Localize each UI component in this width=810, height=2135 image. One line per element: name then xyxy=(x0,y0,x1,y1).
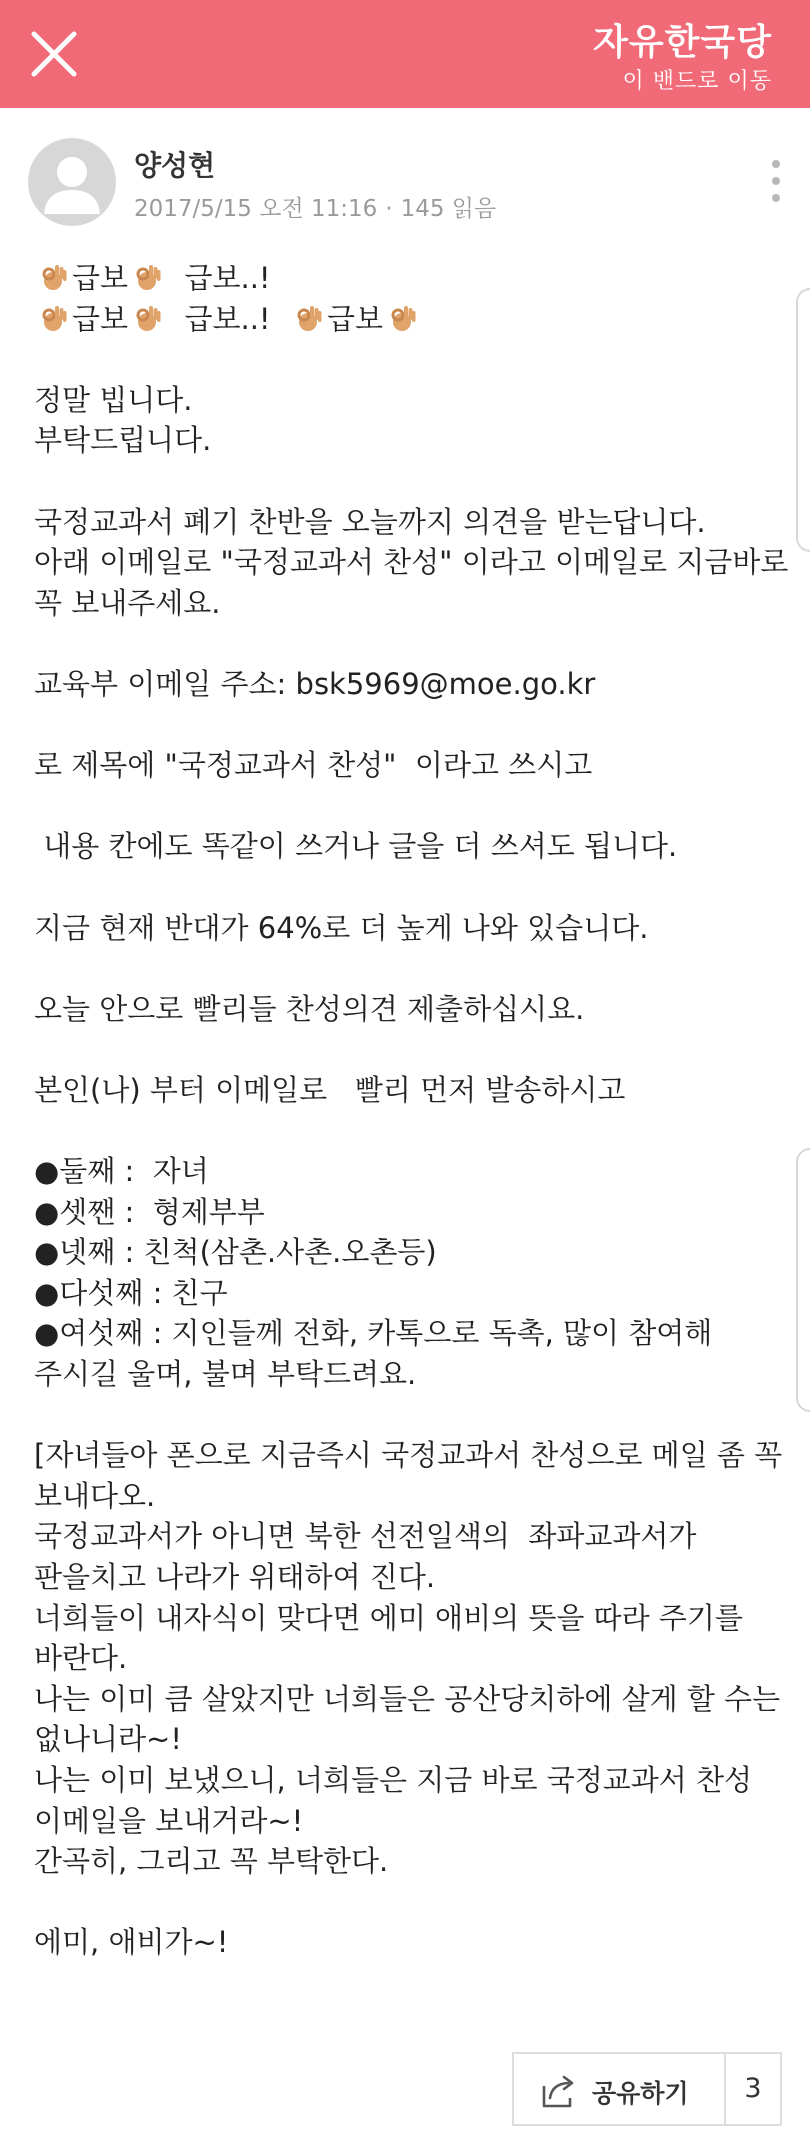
ok-hand-emoji-icon xyxy=(387,303,417,333)
post-line: 내용 칸에도 똑같이 쓰거나 글을 더 쓰셔도 됩니다. xyxy=(34,829,678,864)
post-body xyxy=(34,258,794,1963)
post-line xyxy=(34,705,794,746)
close-button[interactable] xyxy=(20,20,88,88)
post-line xyxy=(34,1395,794,1436)
post-line: [자녀들아 폰으로 지금즉시 국정교과서 찬성으로 메일 좀 꼭 xyxy=(34,1438,783,1473)
post-line: 국정교과서가 아니면 북한 선전일색의 좌파교과서가 xyxy=(34,1519,697,1554)
post-text-segment: 급보 xyxy=(72,261,129,295)
share-button[interactable] xyxy=(512,2052,726,2126)
post-line: ●셋짼 : 형제부부 xyxy=(34,1194,265,1229)
post-line: 간곡히, 그리고 꼭 부탁한다. xyxy=(34,1844,389,1879)
post-line: 로 제목에 "국정교과서 찬성" 이라고 쓰시고 xyxy=(34,748,593,783)
post-text-segment: 급보 xyxy=(327,301,384,336)
post-line xyxy=(34,786,794,827)
post-line: ●여섯째 : 지인들께 전화, 카톡으로 독촉, 많이 참여해 xyxy=(34,1316,713,1351)
post-line: 나는 이미 큼 살았지만 너희들은 공산당치하에 살게 할 수는 xyxy=(34,1681,781,1716)
post-line: 정말 빕니다. xyxy=(34,382,193,417)
ok-hand-emoji-icon xyxy=(132,262,162,292)
post-line xyxy=(34,948,794,989)
post-line: 나는 이미 보냈으니, 너희들은 지금 바로 국정교과서 찬성 xyxy=(34,1762,753,1797)
post-line: 보내다오. xyxy=(34,1478,156,1513)
post-line: 꼭 보내주세요. xyxy=(34,585,221,620)
post-meta xyxy=(134,190,496,223)
post-line xyxy=(34,867,794,908)
post-line: 오늘 안으로 빨리들 찬성의견 제출하십시요. xyxy=(34,991,585,1026)
user-silhouette-icon xyxy=(28,138,116,226)
post-line: ●다섯째 : 친구 xyxy=(34,1275,228,1310)
ok-hand-emoji-icon xyxy=(38,262,68,292)
post-line: 부탁드립니다. xyxy=(34,423,212,458)
post-line: 너희들이 내자식이 맞다면 에미 애비의 뜻을 따라 주기를 xyxy=(34,1600,743,1635)
post-line: 지금 현재 반대가 64%로 더 높게 나와 있습니다. xyxy=(34,910,649,945)
more-options-button[interactable] xyxy=(766,160,786,210)
post-line: 바란다. xyxy=(34,1641,128,1676)
post-line xyxy=(34,1029,794,1070)
more-dot-icon xyxy=(772,160,780,168)
post-line xyxy=(34,1110,794,1151)
edge-scroll-handle[interactable] xyxy=(796,1148,810,1412)
post-line xyxy=(34,299,794,340)
post-text-segment: 급보..! xyxy=(166,301,289,336)
read-count: 145 읽음 xyxy=(400,196,497,222)
post-line: ●넷째 : 친척(삼촌.사촌.오촌등) xyxy=(34,1235,437,1270)
ok-hand-emoji-icon xyxy=(132,303,162,333)
more-dot-icon xyxy=(772,177,780,185)
share-count: 3 xyxy=(724,2052,782,2126)
top-bar xyxy=(0,0,810,108)
post-line xyxy=(34,461,794,502)
post-line xyxy=(34,623,794,664)
post-line: 에미, 애비가~! xyxy=(34,1925,229,1960)
post-author-row xyxy=(0,108,810,238)
post-text-segment: 급보 xyxy=(72,301,129,336)
post-text-segment: 급보..! xyxy=(166,261,271,295)
ok-hand-emoji-icon xyxy=(38,303,68,333)
post-line xyxy=(34,258,794,299)
post-line: 없나니라~! xyxy=(34,1722,182,1757)
post-line: 본인(나) 부터 이메일로 빨리 먼저 발송하시고 xyxy=(34,1072,626,1107)
avatar[interactable] xyxy=(28,138,116,226)
go-to-band-link[interactable]: 이 밴드로 이동 xyxy=(622,69,772,94)
post-line: 판을치고 나라가 위태하여 진다. xyxy=(34,1560,436,1594)
ok-hand-emoji-icon xyxy=(293,303,323,333)
post-line: ●둘째 : 자녀 xyxy=(34,1154,209,1189)
share-label: 공유하기 xyxy=(592,2079,689,2108)
post-date: 2017/5/15 오전 11:16 xyxy=(134,196,378,222)
edge-scroll-handle[interactable] xyxy=(796,288,810,552)
post-line: 국정교과서 폐기 찬반을 오늘까지 의견을 받는답니다. xyxy=(34,504,706,539)
post-line: 교육부 이메일 주소: bsk5969@moe.go.kr xyxy=(34,666,596,701)
meta-separator: · xyxy=(385,196,393,222)
share-icon xyxy=(540,2072,580,2110)
post-line: 이메일을 보내거라~! xyxy=(34,1803,304,1838)
author-name[interactable]: 양성현 xyxy=(134,149,216,182)
post-line: 주시길 울며, 불며 부탁드려요. xyxy=(34,1357,417,1392)
post-line xyxy=(34,1882,794,1923)
close-icon xyxy=(20,20,88,88)
more-dot-icon xyxy=(772,194,780,202)
band-name[interactable]: 자유한국당 xyxy=(593,22,772,63)
post-line xyxy=(34,339,794,380)
post-line: 아래 이메일로 "국정교과서 찬성" 이라고 이메일로 지금바로 xyxy=(34,545,789,580)
